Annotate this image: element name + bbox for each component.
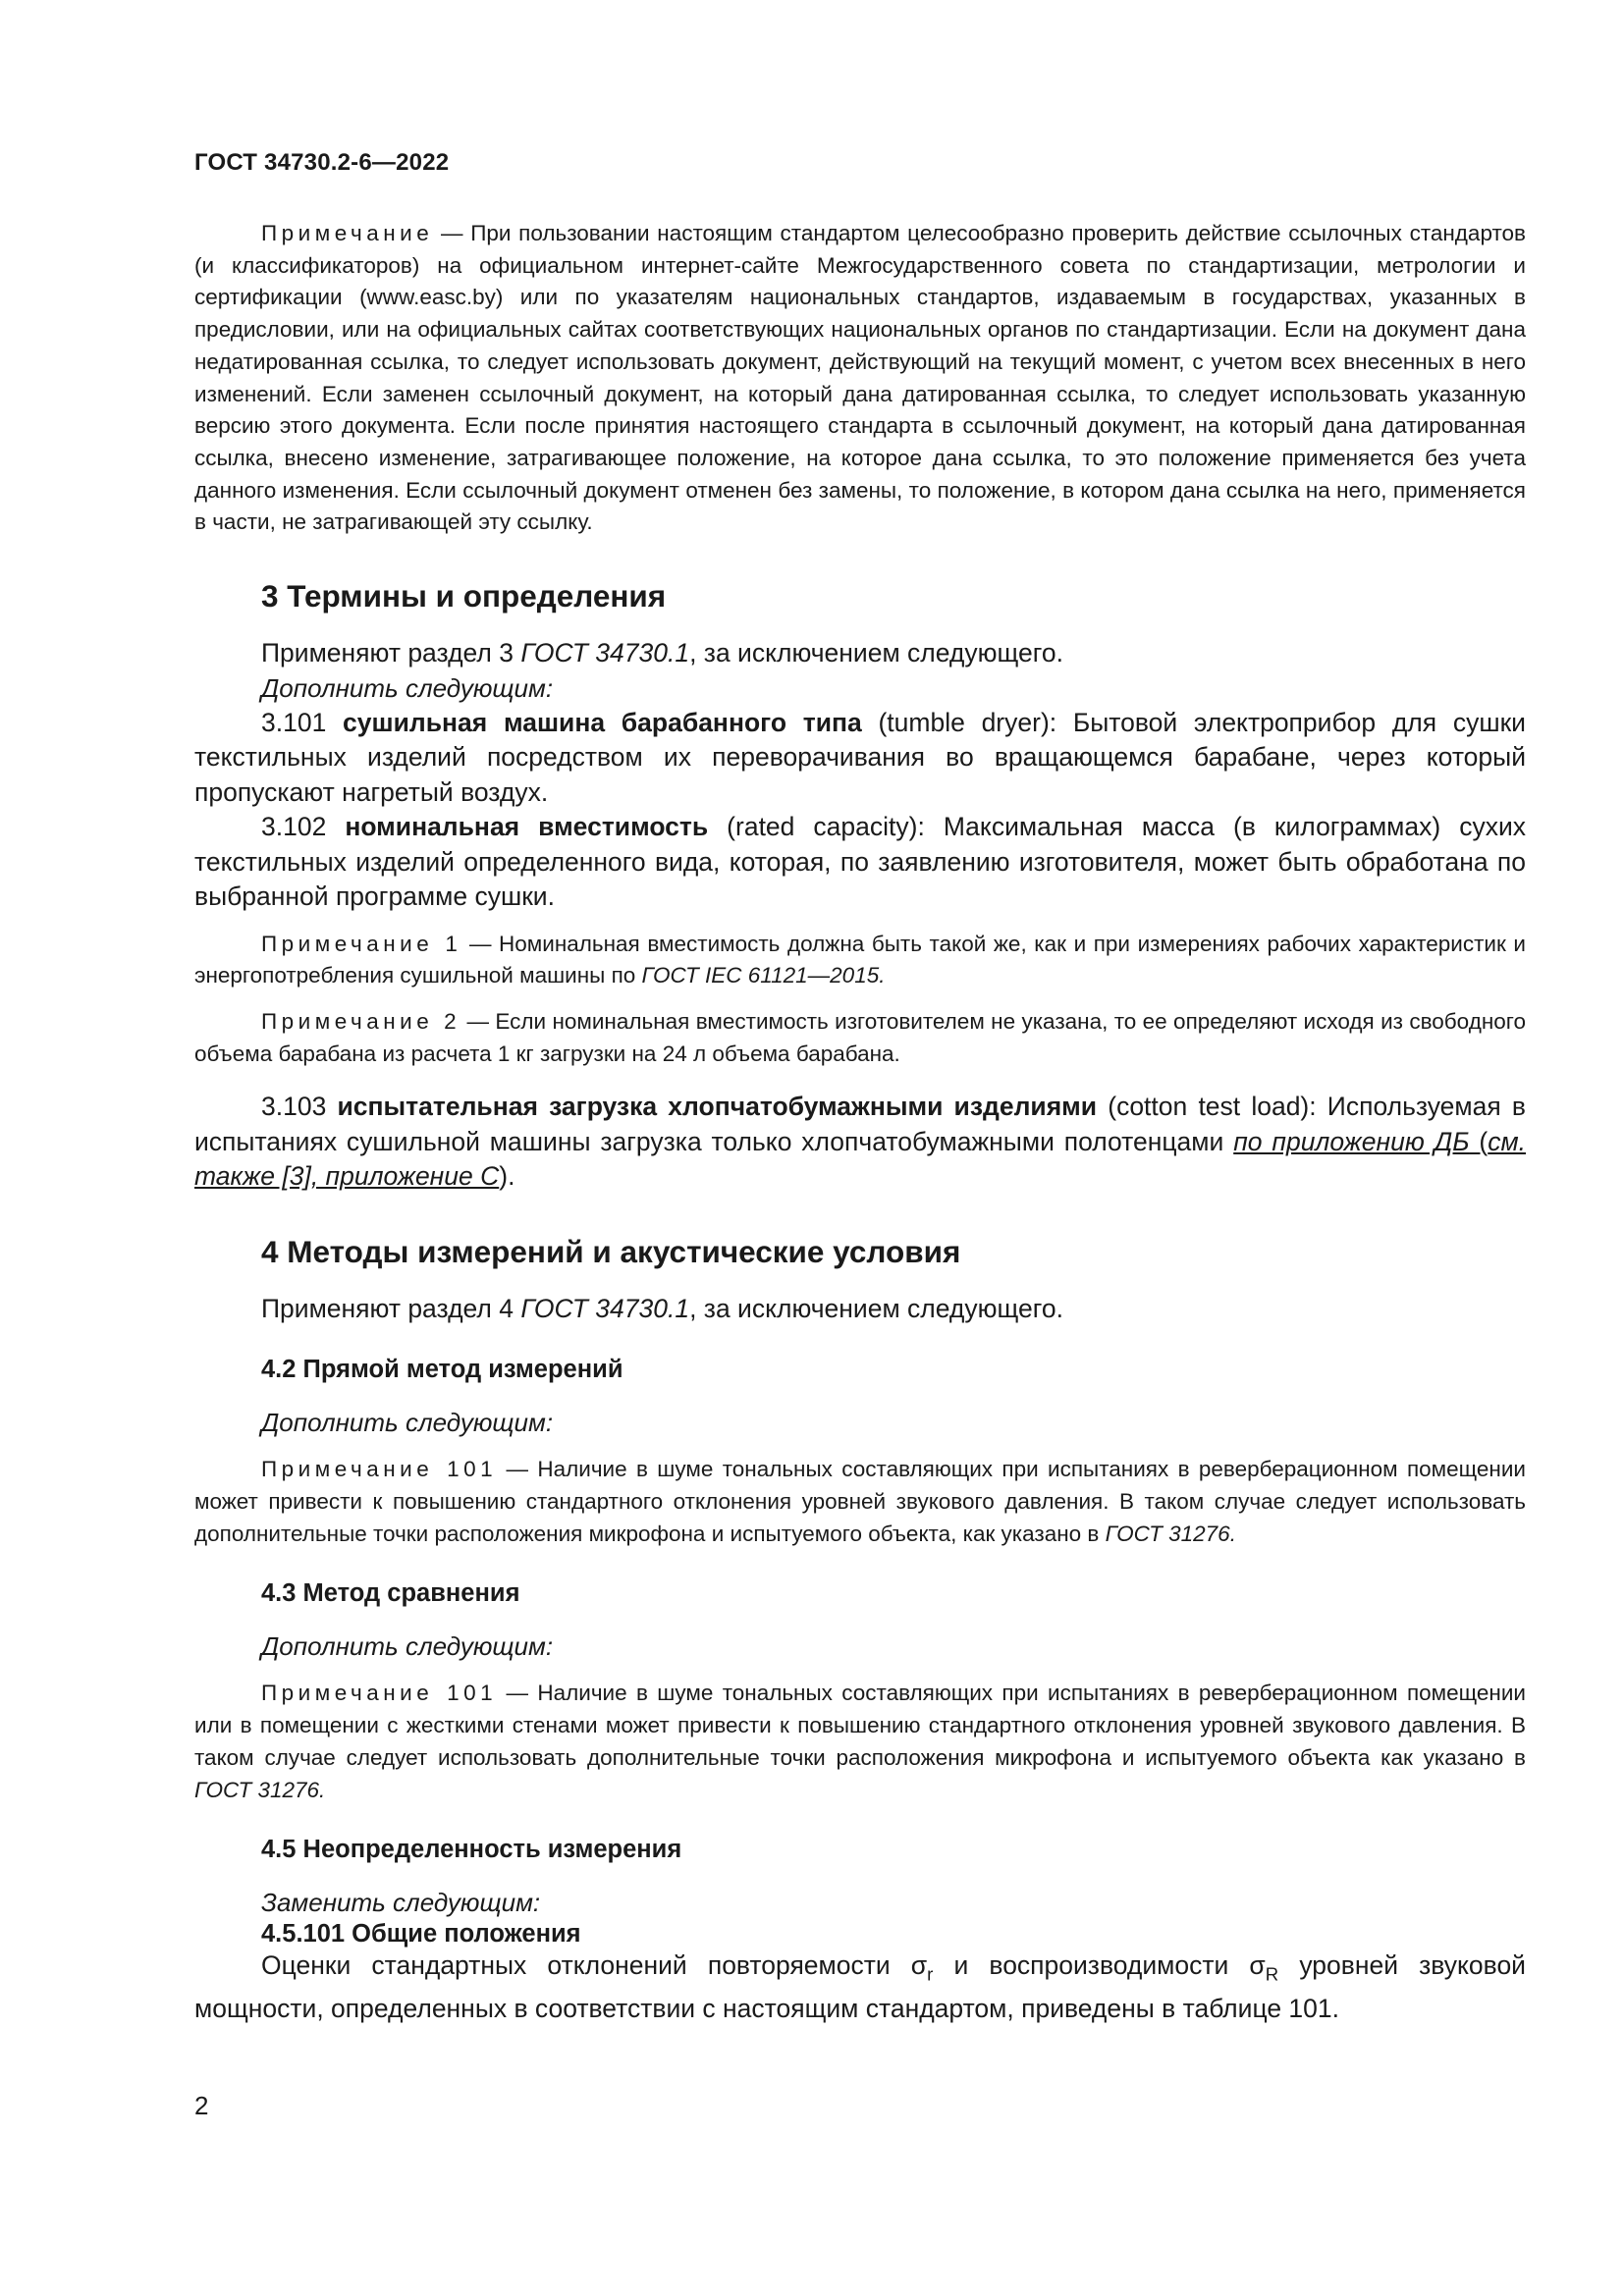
subsection-4-3-note: Примечание 101 — Наличие в шуме тональных составляющих при испытаниях в реверберационном помещении или в помещении с жесткими стенами может привести к повышению стандартного отклонения уровней звукового давления. В таком случае следует использовать дополнительные точки расположения микрофона и испытуемого объекта как указано в ГОСТ 31276. [194,1681,1526,1802]
subsection-4-5-101-text: Оценки стандартных отклонений повторяемости $\sigma_r$ и воспроизводимости $\sigma_R$ уровней звуковой мощности, определенных в соответствии с настоящим стандартом, приведены в таблице 101. [194,1950,1526,2024]
term-note-1: Примечание 1 — Номинальная вместимость должна быть такой же, как и при измерениях рабочих характеристик и энергопотребления сушильной машины по ГОСТ IEC 61121—2015. [194,931,1526,988]
note-label: Примечание [261,221,434,245]
section-3-supplement: Дополнить следующим: [261,672,554,703]
page-number: 2 [194,2091,209,2120]
subsection-4-5-replace: Заменить следующим: [261,1888,541,1918]
gost-reference: ГОСТ 31276. [1105,1521,1236,1546]
section-3-heading: 3 Термины и определения [261,578,667,614]
subsection-4-5-101-heading: 4.5.101 Общие положения [261,1920,581,1949]
subsection-4-5-heading: 4.5 Неопределенность измерения [261,1836,682,1864]
subsection-4-3-heading: 4.3 Метод сравнения [261,1579,520,1608]
annex-db-link[interactable]: по приложению ДБ [1233,1126,1470,1156]
term-3-102: 3.102 номинальная вместимость (rated capacity): Максимальная масса (в килограммах) сухих текстильных изделий определенного вида, которая, по заявлению изготовителя, может быть обработана по выбранной программе сушки. [194,812,1527,912]
gost-reference: ГОСТ 31276. [194,1777,326,1802]
gost-reference: ГОСТ 34730.1 [520,1293,690,1323]
section-3-apply: Применяют раздел 3 ГОСТ 34730.1, за исключением следующего. [261,638,1063,668]
section-4-apply: Применяют раздел 4 ГОСТ 34730.1, за исключением следующего. [261,1293,1063,1323]
subsection-4-2-supplement: Дополнить следующим: [261,1408,554,1438]
term-name: испытательная загрузка хлопчатобумажными изделиями [337,1092,1098,1122]
gost-reference: ГОСТ 34730.1 [520,638,690,668]
subsection-4-2-note: Примечание 101 — Наличие в шуме тональных составляющих при испытаниях в реверберационном помещении может привести к повышению стандартного отклонения уровней звукового давления. В таком случае следует использовать дополнительные точки расположения микрофона и испытуемого объекта, как указано в ГОСТ 31276. [194,1457,1526,1546]
term-name: сушильная машина барабанного типа [343,707,862,737]
subsection-4-2-heading: 4.2 Прямой метод измерений [261,1356,623,1384]
intro-note [194,218,1526,539]
section-4-heading: 4 Методы измерений и акустические условия [261,1233,961,1269]
note-text: — При пользовании настоящим стандартом целесообразно проверить действие ссылочных стандартов (и классификаторов) на официальном интернет-сайте Межгосударственного совета по стандартизации, метрологии и сертификации (www.easc.by) или по указателям национальных стандартов, издаваемым в государствах, указанных в предисловии, или на официальных сайтах соответствующих национальных органов по стандартизации. Если на документ дана недатированная ссылка, то следует использовать документ, действующий на текущий момент, с учетом всех внесенных в него изменений. Если заменен ссылочный документ, на который дана датированная ссылка, то следует использовать указанную версию этого документа. Если после принятия настоящего стандарта в ссылочный документ, на который дана датированная ссылка, внесено изменение, затрагивающее положение, на которое дана ссылка, то это положение применяется без учета данного изменения. Если ссылочный документ отменен без замены, то положение, в котором дана ссылка на него, применяется в части, не затрагивающей эту ссылку. [194,221,1526,535]
gost-reference: ГОСТ IEC 61121—2015. [641,963,886,988]
term-3-103: 3.103 испытательная загрузка хлопчатобумажными изделиями (cotton test load): Используемая в испытаниях сушильной машины загрузка только хлопчатобумажными полотенцами по приложению ДБ (см. также [3], приложение C). [194,1092,1527,1192]
term-3-101: 3.101 сушильная машина барабанного типа (tumble dryer): Бытовой электроприбор для сушки текстильных изделий посредством их переворачивания во вращающемся барабане, через который пропускают нагретый воздух. [194,707,1526,807]
page-content [194,218,1526,2027]
term-note-2: Примечание 2 — Если номинальная вместимость изготовителем не указана, то ее определяют исходя из свободного объема барабана из расчета 1 кг загрузки на 24 л объема барабана. [194,1008,1526,1066]
term-name: номинальная вместимость [345,812,709,842]
bibliography-link[interactable]: см. также [3], приложение C [194,1126,1527,1192]
subsection-4-3-supplement: Дополнить следующим: [261,1631,554,1662]
document-code-header: ГОСТ 34730.2-6—2022 [194,149,450,176]
